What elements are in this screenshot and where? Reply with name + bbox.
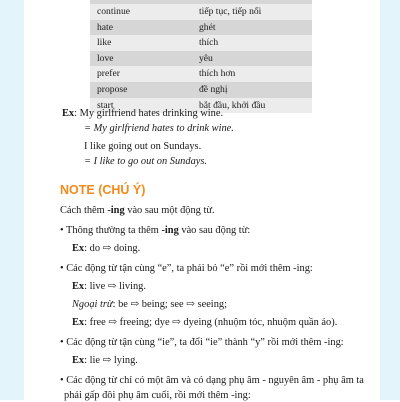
meaning-cell: thích	[192, 35, 312, 51]
table-row	[90, 20, 312, 36]
note-heading: NOTE (CHÚ Ý)	[60, 183, 146, 197]
rule-3: • Các động từ tận cùng “ie”, ta đổi “ie” thành “y” rồi mới thêm -ing:	[60, 337, 344, 348]
page-left-margin	[0, 0, 24, 400]
rule-1-example: Ex: do ⇨ doing.	[72, 243, 141, 254]
example-sentence: Ex: My girlfriend hates drinking wine.	[62, 108, 224, 119]
rule-4-line-2: phải gấp đôi phụ âm cuối, rồi mới thêm -ing:	[64, 390, 251, 401]
page-right-margin	[380, 0, 400, 400]
meaning-cell: thích hơn	[192, 66, 312, 82]
rule-3-example: Ex: lie ⇨ lying.	[72, 355, 138, 366]
rule-2-example: Ex: live ⇨ living.	[72, 281, 146, 292]
meaning-cell: yêu	[192, 51, 312, 67]
rule-2: • Các động từ tận cùng “e”, ta phải bỏ “e” rồi mới thêm -ing:	[60, 263, 313, 274]
table-row	[90, 35, 312, 51]
meaning-cell: tiếp tục, tiếp nối	[192, 4, 312, 20]
table-row	[90, 82, 312, 98]
meaning-cell: ghét	[192, 20, 312, 36]
meaning-cell: đề nghị	[192, 82, 312, 98]
verb-cell: prefer	[90, 66, 192, 82]
table-row	[90, 4, 312, 20]
example-sentence-2: I like going out on Sundays.	[84, 141, 202, 152]
rule-2-example-2: Ex: free ⇨ freeing; dye ⇨ dyeing (nhuộm tóc, nhuộm quần áo).	[72, 317, 338, 328]
verb-cell: propose	[90, 82, 192, 98]
example-equivalent: = My girlfriend hates to drink wine.	[84, 123, 234, 134]
rule-4-line-1: • Các động từ chỉ có một âm và có dạng phụ âm - nguyên âm - phụ âm ta	[60, 375, 364, 386]
verb-cell: like	[90, 35, 192, 51]
example-equivalent-2: = I like to go out on Sundays.	[84, 156, 208, 167]
verb-cell: start	[90, 98, 192, 114]
verb-cell: continue	[90, 4, 192, 20]
verb-cell: love	[90, 51, 192, 67]
table-row	[90, 66, 312, 82]
rule-2-exception: Ngoại trừ: be ⇨ being; see ⇨ seeing;	[72, 299, 227, 310]
verb-cell: hate	[90, 20, 192, 36]
verb-vocabulary-table	[90, 0, 312, 113]
meaning-cell: bắt đầu, khởi đầu	[192, 98, 312, 114]
rule-1: • Thông thường ta thêm -ing vào sau động từ:	[60, 225, 251, 236]
note-intro: Cách thêm -ing vào sau một động từ.	[60, 205, 215, 216]
table-row	[90, 51, 312, 67]
